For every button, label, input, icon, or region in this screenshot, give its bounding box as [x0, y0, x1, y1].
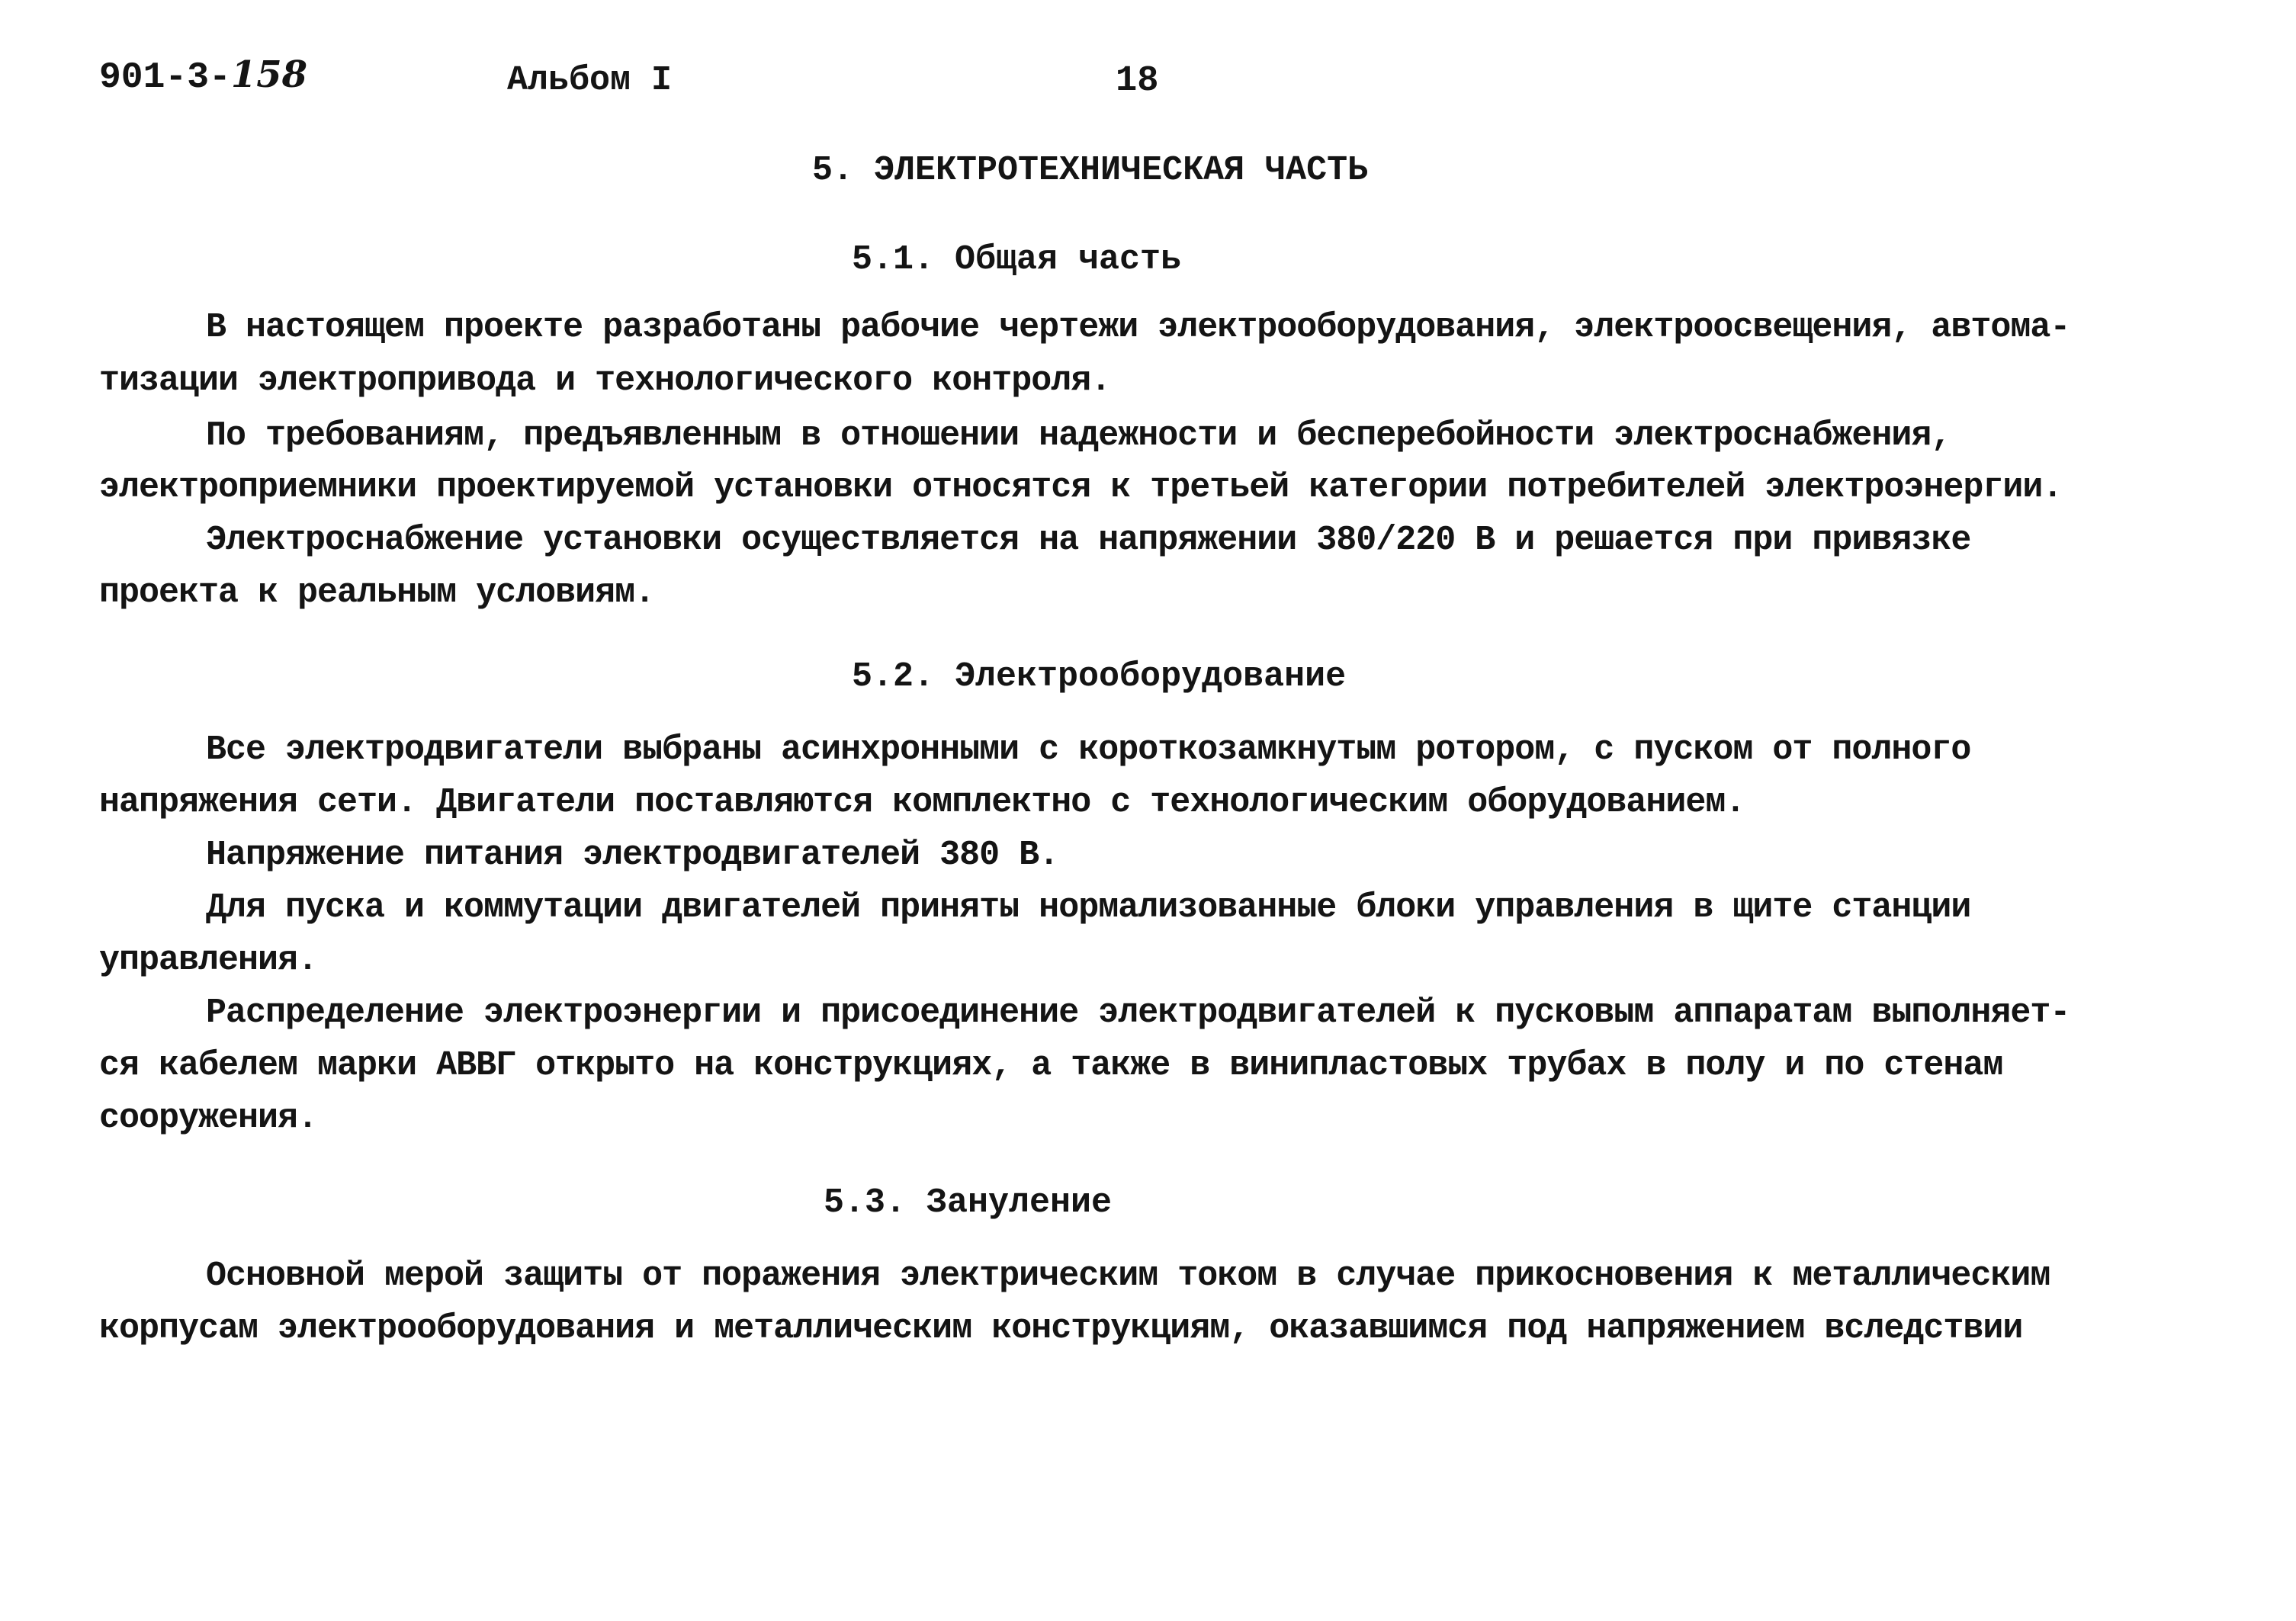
- text-line: управления.: [99, 941, 318, 980]
- text-line: проекта к реальным условиям.: [99, 573, 655, 612]
- document-code-printed: 901-3-: [99, 57, 231, 98]
- text-line: Все электродвигатели выбраны асинхронными с короткозамкнутым ротором, с пуском от полного: [206, 730, 1971, 769]
- subsection-title-general: 5.1. Общая часть: [852, 240, 1182, 279]
- album-label: Альбом I: [507, 61, 673, 100]
- text-line: Электроснабжение установки осуществляется на напряжении 380/220 В и решается при привязке: [206, 521, 1971, 560]
- text-line: ся кабелем марки АВВГ открыто на конструкциях, а также в винипластовых трубах в полу и по стенам: [99, 1046, 2003, 1085]
- text-line: сооружения.: [99, 1099, 318, 1138]
- section-title: 5. ЭЛЕКТРОТЕХНИЧЕСКАЯ ЧАСТЬ: [812, 151, 1369, 190]
- document-code-handwritten: 158: [230, 53, 308, 96]
- text-line: Для пуска и коммутации двигателей приняты нормализованные блоки управления в щите станции: [206, 888, 1971, 927]
- text-line: корпусам электрооборудования и металлическим конструкциям, оказавшимся под напряжением вследствии: [99, 1309, 2023, 1348]
- text-line: тизации электропривода и технологического контроля.: [99, 361, 1111, 400]
- text-line: По требованиям, предъявленным в отношении надежности и бесперебойности электроснабжения,: [206, 416, 1951, 455]
- text-line: Основной мерой защиты от поражения электрическим током в случае прикосновения к металлическим: [206, 1257, 2050, 1295]
- text-line: В настоящем проекте разработаны рабочие чертежи электрооборудования, электроосвещения, автома-: [206, 308, 2070, 347]
- text-line: Напряжение питания электродвигателей 380 В.: [206, 836, 1059, 875]
- subsection-title-grounding: 5.3. Зануление: [824, 1183, 1113, 1222]
- text-line: электроприемники проектируемой установки относятся к третьей категории потребителей электроэнергии.: [99, 468, 2063, 507]
- text-line: Распределение электроэнергии и присоединение электродвигателей к пусковым аппаратам выполняет-: [206, 993, 2070, 1032]
- subsection-title-equipment: 5.2. Электрооборудование: [852, 657, 1347, 696]
- text-line: напряжения сети. Двигатели поставляются комплектно с технологическим оборудованием.: [99, 783, 1745, 822]
- page-number: 18: [1116, 61, 1159, 101]
- document-code: [99, 53, 307, 98]
